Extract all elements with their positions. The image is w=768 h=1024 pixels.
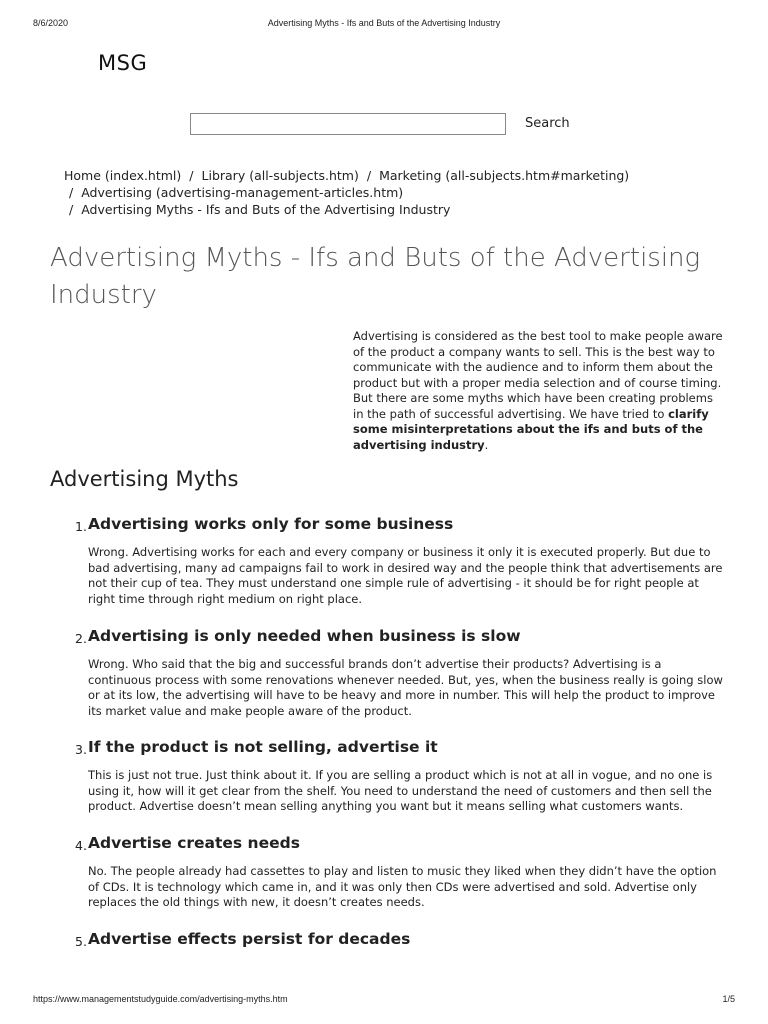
myth-item <box>75 738 725 815</box>
myth-number: 3. <box>75 742 87 757</box>
site-logo[interactable]: MSG <box>98 51 148 75</box>
myth-number: 1. <box>75 519 87 534</box>
print-date: 8/6/2020 <box>33 18 69 28</box>
myth-title: Advertise effects persist for decades <box>88 930 411 948</box>
myth-title: Advertising is only needed when business is slow <box>88 627 521 645</box>
myth-item <box>75 834 725 911</box>
myth-title: If the product is not selling, advertise it <box>88 738 438 756</box>
myth-body: Wrong. Advertising works for each and every company or business it only it is executed properly. But due to bad advertising, many ad campaigns fail to work in desired way and the people think that advertisements are not their cup of tea. They must understand one simple rule of advertising - it should be for right people at right time through right medium on right place. <box>88 545 723 606</box>
breadcrumb-library[interactable]: Library (all-subjects.htm) <box>201 168 359 183</box>
myth-body: No. The people already had cassettes to play and listen to music they liked when they didn’t have the option of CDs. It is technology which came in, and it was only then CDs were advertised and sold. Advertise only replaces the old things with new, it doesn’t creates needs. <box>88 864 717 909</box>
myth-title: Advertise creates needs <box>88 834 300 852</box>
page-title: Advertising Myths - Ifs and Buts of the Advertising Industry <box>50 243 701 310</box>
myth-body: This is just not true. Just think about it. If you are selling a product which is not at all in vogue, and no one is using it, how will it get clear from the shelf. You need to understand the need of customers and then sell the product. Advertise doesn’t mean selling anything you want but it means selling what customers wants. <box>88 768 713 813</box>
breadcrumb-current: Advertising Myths - Ifs and Buts of the Advertising Industry <box>81 202 451 217</box>
myth-item <box>75 515 725 607</box>
breadcrumb-marketing[interactable]: Marketing (all-subjects.htm#marketing) <box>379 168 630 183</box>
breadcrumb-separator: / <box>69 185 74 200</box>
intro-paragraph <box>353 329 723 453</box>
print-title: Advertising Myths - Ifs and Buts of the Advertising Industry <box>267 18 501 28</box>
intro-end: . <box>484 437 489 452</box>
myth-number: 2. <box>75 631 87 646</box>
myth-title: Advertising works only for some business <box>88 515 454 533</box>
search-button[interactable]: Search <box>525 116 570 131</box>
myth-number: 4. <box>75 838 87 853</box>
myth-number: 5. <box>75 934 87 949</box>
breadcrumb-separator: / <box>69 202 74 217</box>
search-input[interactable] <box>190 113 506 135</box>
breadcrumb-separator: / <box>189 168 194 183</box>
breadcrumb-advertising[interactable]: Advertising (advertising-management-articles.htm) <box>81 185 404 200</box>
breadcrumb-home[interactable]: Home (index.html) <box>64 168 182 183</box>
print-page-number: 1/5 <box>722 994 735 1004</box>
myth-body: Wrong. Who said that the big and successful brands don’t advertise their products? Advertising is a continuous process with some renovations whenever needed. But, yes, when the business really is going slow or at its low, the advertising will have to be heavy and more in number. This will help the product to improve its market value and make people aware of the product. <box>88 657 723 718</box>
myth-item <box>75 930 725 948</box>
myth-item <box>75 627 725 719</box>
section-heading: Advertising Myths <box>50 467 239 491</box>
print-url: https://www.managementstudyguide.com/advertising-myths.htm <box>33 994 288 1004</box>
intro-bold-text: clarify some misinterpretations about the ifs and buts of the advertising industry <box>353 406 709 452</box>
breadcrumb-separator: / <box>366 168 372 183</box>
intro-text: Advertising is considered as the best tool to make people aware of the product a company wants to sell. This is the best way to communicate with the audience and to inform them about the product but with a proper media selection and of course timing. But there are some myths which have been creating problems in the path of successful advertising. We have tried to <box>353 329 723 421</box>
breadcrumb <box>64 167 629 218</box>
